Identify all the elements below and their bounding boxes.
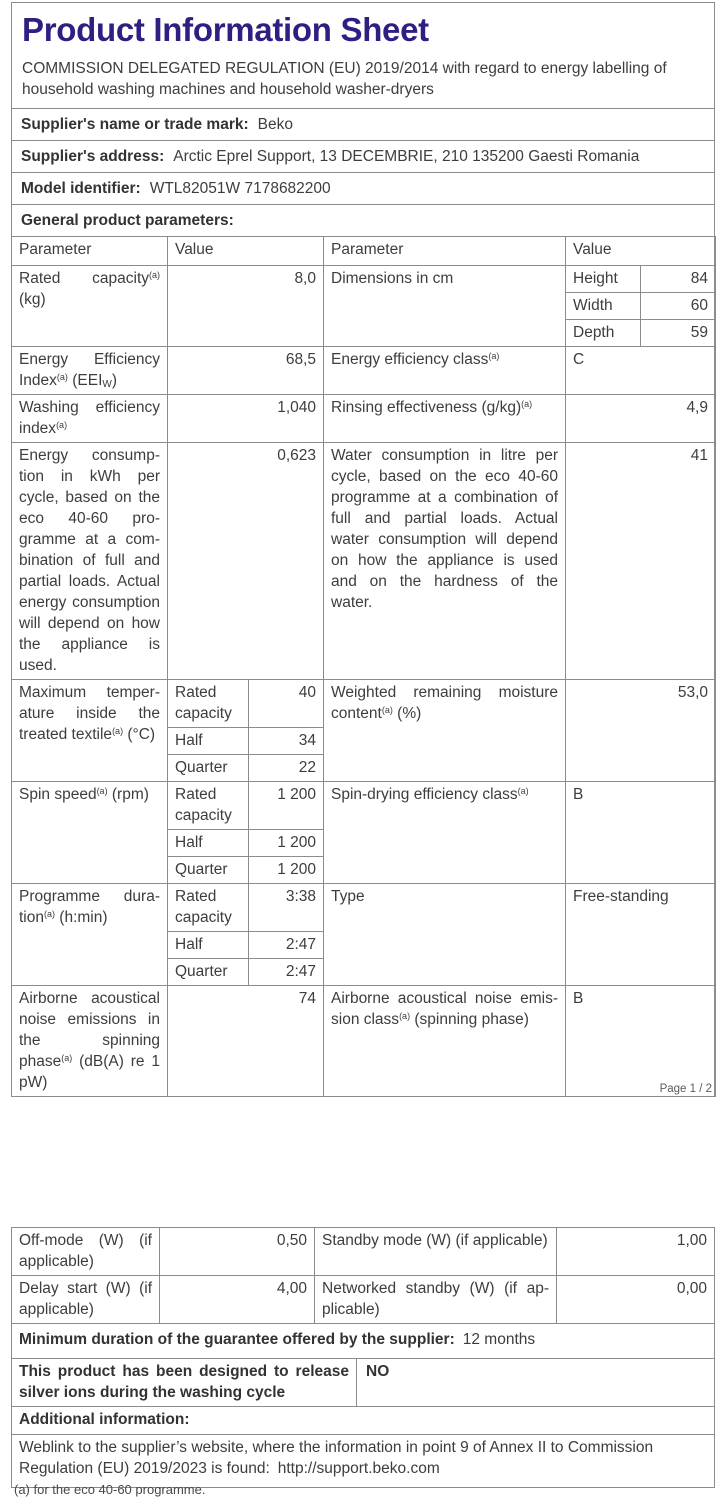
type-value: Free-standing (566, 884, 716, 986)
general-parameters-table (11, 236, 716, 1097)
dimensions-height-value: 84 (641, 266, 716, 293)
washing-index-param: Washing efficiency index$^{(a)}$ (12, 395, 168, 443)
energy-class-value: C (566, 347, 716, 395)
guarantee-value: 12 months (462, 1331, 536, 1348)
model-identifier-row (12, 173, 714, 205)
table-row (12, 395, 716, 443)
silver-ions-row (12, 1359, 714, 1407)
table-row (12, 443, 716, 680)
spin-speed-half-value: 1 200 (249, 830, 324, 857)
spin-speed-half-label: Half (168, 830, 249, 857)
supplier-address-row (12, 141, 714, 173)
supplier-name-value: Beko (257, 116, 293, 133)
type-param: Type (324, 884, 566, 986)
table-row (12, 986, 716, 1097)
duration-half-label: Half (168, 932, 249, 959)
duration-quarter-value: 2:47 (249, 959, 324, 986)
max-temp-rated-label: Rated capacity (168, 680, 249, 728)
energy-consumption-param: Energy consumption in kWh per cycle, based on the eco 40-60 programme at a combination of full and partial loads. Actual energy consumption will depend on how the appliance is used. (12, 443, 168, 680)
supplier-name-row (12, 109, 714, 141)
table-row (12, 1276, 714, 1324)
duration-half-value: 2:47 (249, 932, 324, 959)
silver-ions-value: NO (356, 1359, 714, 1406)
additional-information-row (12, 1407, 714, 1435)
energy-class-param: Energy efficiency class$^{(a)}$ (324, 347, 566, 395)
dimensions-depth-label: Depth (566, 320, 641, 347)
noise-param: Airborne acoustical noise emissions in the spinning phase$^{(a)}$ (dB(A) re 1 pW) (12, 986, 168, 1097)
table-row (12, 347, 716, 395)
dimensions-height-label: Height (566, 266, 641, 293)
header-value-right: Value (566, 237, 716, 266)
eei-param: Energy Efficiency Index$^{(a)}$ $(EEI_W)$ (12, 347, 168, 395)
off-mode-param: Off-mode (W) (if applicable) (19, 1232, 152, 1270)
duration-quarter-label: Quarter (168, 959, 249, 986)
dimensions-param: Dimensions in cm (324, 266, 566, 347)
spin-class-value: B (566, 782, 716, 884)
delay-start-param: Delay start (W) (if applicable) (19, 1280, 152, 1318)
general-parameters-row (12, 205, 714, 236)
water-consumption-param: Water consumption in litre per cycle, based on the eco 40-60 programme at a combination of full and partial loads. Actual water consumption will depend on how the appliance is used and on the hardness of the water. (324, 443, 566, 680)
weblink-row (12, 1435, 714, 1487)
title-block (12, 3, 714, 109)
max-temp-half-label: Half (168, 728, 249, 755)
water-consumption-value: 41 (566, 443, 716, 680)
duration-rated-value: 3:38 (249, 884, 324, 932)
spin-speed-param: Spin speed$^{(a)}$ (rpm) (12, 782, 168, 884)
weblink-label: Weblink to the supplier’s website, where the information in point 9 of Annex II to Commission Regulation (EU) 2019/2023 is found: (19, 1439, 654, 1477)
model-identifier-value: WTL82051W 7178682200 (149, 180, 331, 197)
weblink-url: http://support.beko.com (277, 1460, 440, 1477)
max-temperature-param: Maximum temperature inside the treated textile$^{(a)}$ (°C) (12, 680, 168, 782)
eei-value: 68,5 (168, 347, 324, 395)
guarantee-row (12, 1324, 714, 1359)
standby-value: 1,00 (556, 1228, 714, 1275)
header-parameter-left: Parameter (12, 237, 168, 266)
table-header-row (12, 237, 716, 266)
off-mode-value: 0,50 (159, 1228, 314, 1275)
supplier-address-value: Arctic Eprel Support, 13 DECEMBRIE, 210 135200 Gaesti Romania (173, 148, 640, 165)
max-temp-quarter-label: Quarter (168, 755, 249, 782)
delay-start-value: 4,00 (159, 1276, 314, 1323)
rinsing-value: 4,9 (566, 395, 716, 443)
duration-param: Programme duration$^{(a)}$ (h:min) (12, 884, 168, 986)
silver-ions-label: This product has been designed to release silver ions during the washing cycle (19, 1363, 349, 1401)
spin-speed-quarter-value: 1 200 (249, 857, 324, 884)
table-row (12, 884, 716, 932)
spin-class-param: Spin-drying efficiency class$^{(a)}$ (324, 782, 566, 884)
networked-standby-param: Networked standby (W) (if applicable) (314, 1276, 556, 1323)
footnote-a: (a) for the eco 40-60 programme. (14, 1482, 206, 1497)
energy-consumption-value: 0,623 (168, 443, 324, 680)
table-row (12, 680, 716, 728)
spin-speed-quarter-label: Quarter (168, 857, 249, 884)
model-identifier-label: Model identifier: (21, 180, 141, 197)
moisture-value: 53,0 (566, 680, 716, 782)
noise-class-value: B (566, 986, 716, 1097)
header-value-left: Value (168, 237, 324, 266)
noise-value: 74 (168, 986, 324, 1097)
dimensions-width-value: 60 (641, 293, 716, 320)
supplier-name-label: Supplier's name or trade mark: (21, 116, 249, 133)
duration-rated-label: Rated capacity (168, 884, 249, 932)
rinsing-param: Rinsing effectiveness $(g/kg)^{(a)}$ (324, 395, 566, 443)
header-parameter-right: Parameter (324, 237, 566, 266)
dimensions-depth-value: 59 (641, 320, 716, 347)
rated-capacity-param: Rated capacity$^{(a)}$ (kg) (12, 266, 168, 347)
regulation-text: COMMISSION DELEGATED REGULATION (EU) 2019/2014 with regard to energy labelling of household washing machines and household washer-dryers (22, 60, 667, 98)
moisture-param: Weighted remaining moisture content$^{(a)}$ (%) (324, 680, 566, 782)
washing-index-value: 1,040 (168, 395, 324, 443)
noise-class-param: Airborne acoustical noise emission class$^{(a)}$ (spinning phase) (324, 986, 566, 1097)
spin-speed-rated-label: Rated capacity (168, 782, 249, 830)
product-information-sheet-page1 (11, 2, 715, 1097)
additional-information-label: Additional information: (19, 1411, 190, 1428)
page-indicator: Page 1 / 2 (659, 1083, 712, 1095)
product-information-sheet-page2 (11, 1227, 715, 1488)
dimensions-width-label: Width (566, 293, 641, 320)
table-row (12, 266, 716, 293)
max-temp-quarter-value: 22 (249, 755, 324, 782)
general-parameters-label: General product parameters: (21, 212, 234, 229)
max-temp-half-value: 34 (249, 728, 324, 755)
page-title: Product Information Sheet (22, 11, 429, 48)
max-temp-rated-value: 40 (249, 680, 324, 728)
guarantee-label: Minimum duration of the guarantee offered by the supplier: (19, 1331, 455, 1348)
networked-standby-value: 0,00 (556, 1276, 714, 1323)
spin-speed-rated-value: 1 200 (249, 782, 324, 830)
standby-param: Standby mode (W) (if applicable) (314, 1228, 556, 1275)
rated-capacity-value: 8,0 (168, 266, 324, 347)
table-row (12, 782, 716, 830)
supplier-address-label: Supplier's address: (21, 148, 165, 165)
table-row (12, 1228, 714, 1276)
